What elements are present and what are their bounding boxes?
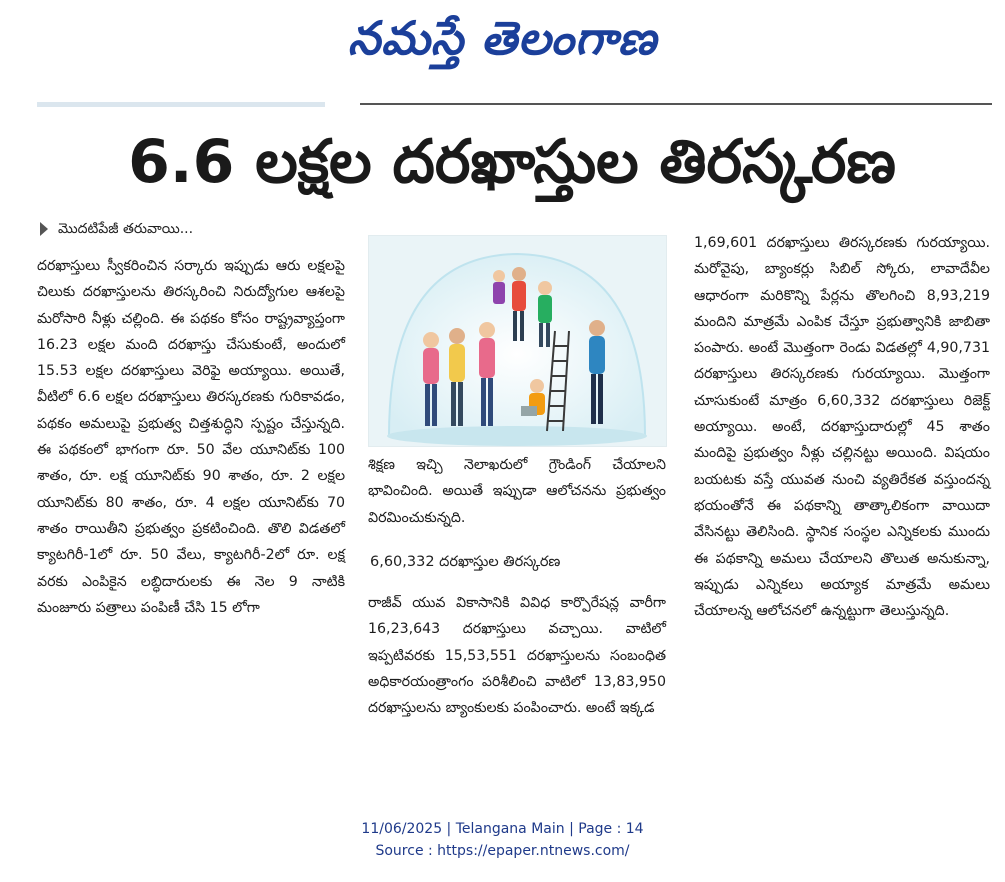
article-paragraph: శిక్షణ ఇచ్చి నెలాఖరులో గ్రౌండింగ్ చేయాలని భావించింది. అయితే ఇప్పుడా ఆలోచనను ప్రభుత్వం విరమించుకున్నది. (368, 457, 666, 526)
kicker (40, 218, 193, 240)
footer-edition-info: 11/06/2025 | Telangana Main | Page : 14 (361, 821, 644, 837)
people-illustration-icon (369, 236, 666, 446)
footer-source: Source : https://epaper.ntnews.com/ (375, 843, 630, 859)
article-paragraph: దరఖాస్తులు స్వీకరించిన సర్కారు ఇప్పుడు ఆరు లక్షలపై చిలుకు దరఖాస్తులను తిరస్కరించి నిరుద్యోగుల ఆశలపై మరోసారి నీళ్లు చల్లింది. ఈ పథకం కోసం రాష్ట్రవ్యాప్తంగా 16.23 లక్షల మంది దరఖాస్తు చేసుకుంటే, అందులో 15.53 లక్షల దరఖాస్తులు వెరిఫై అయ్యాయి. అయితే, వీటిలో 6.6 లక్షల దరఖాస్తులు తిరస్కరణకు గురికావడం, పథకం అమలుపై ప్రభుత్వ చిత్తశుద్ధిని స్పష్టం చేస్తున్నది. ఈ పథకంలో భాగంగా రూ. 50 వేల యూనిట్‌కు 100 శాతం, రూ. లక్ష యూనిట్‌కు 90 శాతం, రూ. 2 లక్షల యూనిట్‌కు 80 శాతం, రూ. 4 లక్షల యూనిట్‌కు 70 శాతం రాయితీని ప్రభుత్వం ప్రకటించింది. తొలి విడతలో క్యాటగిరీ-1లో రూ. 50 వేలు, క్యాటగిరీ-2లో రూ. లక్ష వరకు ఎంపికైన లబ్ధిదారులకు ఈ నెల 9 నాటికి మంజూరు పత్రాలు పంపిణీ చేసి 15 లోగా (37, 258, 345, 616)
masthead-rule-left (37, 102, 325, 107)
kicker-text: మొదటిపేజీ తరువాయి... (58, 221, 194, 237)
article-column-middle (368, 452, 666, 531)
article-column-left (37, 253, 345, 621)
article-column-middle-2 (368, 590, 666, 721)
chevron-right-icon (40, 222, 48, 236)
masthead-title: నమస్తే తెలంగాణ (347, 11, 658, 65)
article-paragraph: రాజీవ్ యువ వికాసానికి వివిధ కార్పొరేషన్ల వారీగా 16,23,643 దరఖాస్తులు వచ్చాయి. వాటిలో ఇప్పటివరకు 15,53,551 దరఖాస్తులను సంబంధిత అధికారయంత్రాంగం పరిశీలించి వాటిలో 13,83,950 దరఖాస్తులను బ్యాంకులకు పంపించారు. అంటే ఇక్కడ (368, 595, 666, 717)
article-column-right (694, 230, 990, 624)
masthead (0, 6, 1005, 70)
article-photo (368, 235, 667, 447)
headline: 6.6 లక్షల దరఖాస్తుల తిరస్కరణ (128, 127, 896, 197)
masthead-rule-right (360, 103, 992, 105)
article-paragraph: 1,69,601 దరఖాస్తులు తిరస్కరణకు గురయ్యాయి. మరోవైపు, బ్యాంకర్లు సిబిల్ స్కోరు, లావాదేవీల ఆధారంగా మరికొన్ని పేర్లను తొలగించి 8,93,219 మందిని మాత్రమే ఎంపిక చేస్తూ ప్రభుత్వానికి జాబితా పంపారు. అంటే మొత్తంగా రెండు విడతల్లో 4,90,731 దరఖాస్తులు తిరస్కరణకు గురయ్యాయి. మొత్తంగా చూసుకుంటే మాత్రం 6,60,332 దరఖాస్తులు రిజెక్ట్ అయ్యాయి. అంటే, దరఖాస్తుదారుల్లో 45 శాతం మందిపై ప్రభుత్వం నీళ్లు చల్లినట్టు అయింది. విషయం బయటకు వస్తే యువత నుంచి వ్యతిరేకత వస్తుందన్న భయంతోనే ఈ పథకాన్ని తాత్కాలికంగా వాయిదా వేసినట్టు తెలిసింది. స్థానిక సంస్థల ఎన్నికలకు ముందు ఈ పథకాన్ని అమలు చేయాలని తొలుత అనుకున్నా, ఇప్పుడు ఎన్నికలు అయ్యాక మాత్రమే అమలు చేయాలన్న ఆలోచనలో ఉన్నట్టుగా తెలుస్తున్నది. (694, 235, 990, 620)
page-footer (0, 818, 1005, 862)
subheading: 6,60,332 దరఖాస్తుల తిరస్కరణ (370, 554, 561, 570)
